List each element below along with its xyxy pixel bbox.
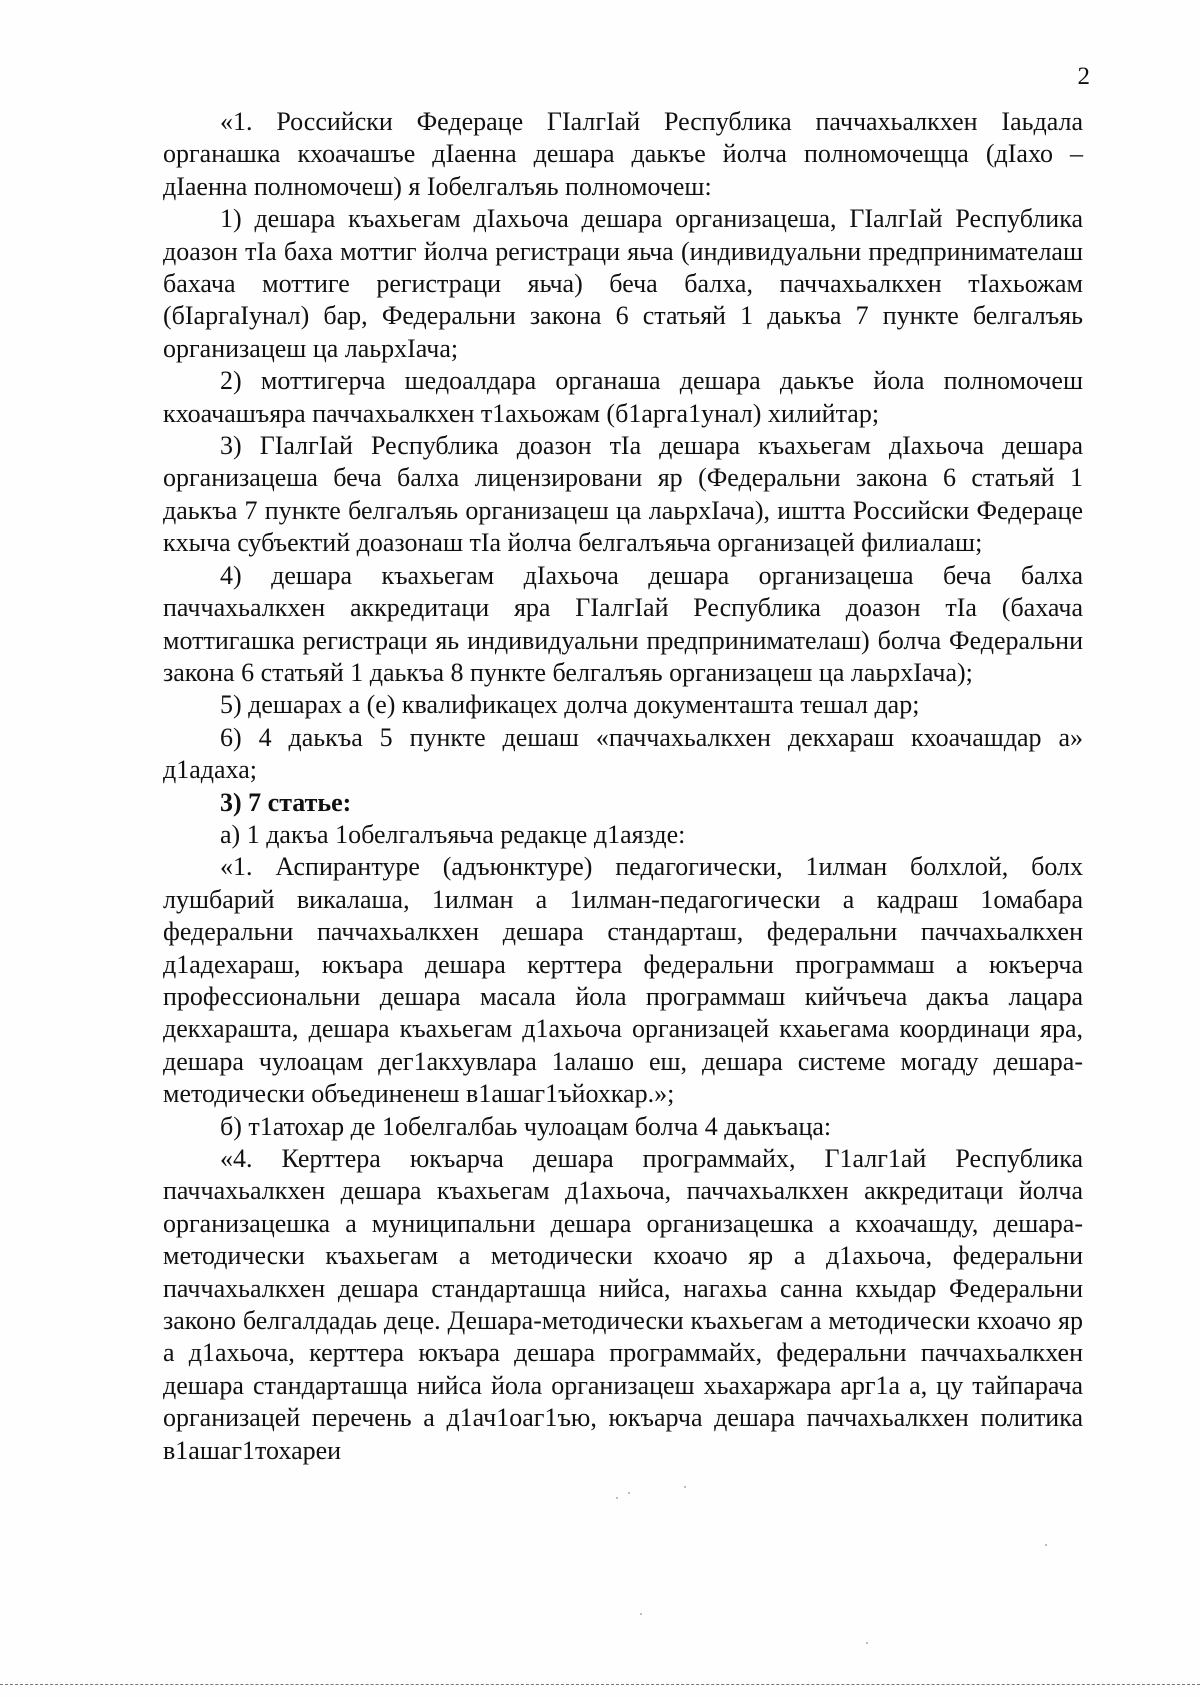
scan-speck bbox=[616, 1497, 618, 1499]
bottom-edge-line bbox=[0, 1684, 1200, 1685]
paragraph-item-5: 5) дешарах а (е) квалификацех долча документашта тешал дар; bbox=[220, 690, 920, 720]
paragraph-item-3: 3) ГIалгIай Республика доазон тIа дешара къахьегам дIахьоча дешара организацеша беча балха лицензировани яр (Федеральни закона 6 статьяй 1 даькъа 7 пункте белгалъяь организацеш ца лаьрхIача), ишттa Российски Федераце кхыча субъектий доазонаш тIа йолча белгалъяьча организацей филиалаш; bbox=[163, 431, 1083, 558]
section-heading-article-7: 3) 7 статье: bbox=[220, 787, 352, 817]
paragraph-item-2: 2) моттигерча шедоалдара органаша дешара даькъе йола полномочеш кхоачашъяра паччахьалкхен т1ахьожам (б1арга1унал) хилийтар; bbox=[163, 366, 1083, 428]
scan-speck bbox=[866, 1642, 868, 1644]
body-text bbox=[163, 106, 1083, 1467]
scan-speck bbox=[684, 1486, 686, 1488]
paragraph-intro: «1. Российски Федераце ГIалгIай Республика паччахьалкхен Iаьдала органашка кхоачашъе дIаенна дешара даькъе йолча полномочещца (дIахо – дIаенна полномочеш) я Iобелгалъяь полномочеш: bbox=[163, 107, 1083, 201]
paragraph-subitem-a: а) 1 дакъа 1обелгалъяьча редакце д1аязде: bbox=[220, 819, 686, 849]
paragraph-quote-1: «1. Аспирантуре (адъюнктуре) педагогически, 1илман болхлой, болх лушбарий викалаша, 1илман а 1илман-педагогически а кадраш 1омабара федеральни паччахьалкхен дешара стандарташ, федеральни паччахьалкхен д1адехараш, юкъара дешара керттера федеральни программаш а юкъерча профессиональни дешара масала йола программаш кийчъеча дакъа лацара декхараштa, дешара къахьегам д1ахьоча организацей кхаьегама координаци яра, дешара чулоацам дег1акхувлара 1алашо еш, дешара системе могаду дешара-методически объединенеш в1ашаг1ъйохкар.»; bbox=[163, 852, 1083, 1109]
paragraph-item-1: 1) дешара къахьегам дIахьоча дешара организацеша, ГIалгIай Республика доазон тIа баха моттиг йолча регистраци яьча (индивидуальни предпринимателаш бахача моттиге регистраци яьча) беча балха, паччахьалкхен тIахьожам (бIаргаIунал) бар, Федеральни закона 6 статьяй 1 даькъа 7 пункте белгалъяь организацеш ца лаьрхIача; bbox=[163, 204, 1083, 363]
paragraph-item-6: 6) 4 даькъа 5 пункте дешаш «паччахьалкхен декхараш кхоачашдар а» д1адаха; bbox=[163, 722, 1083, 785]
scan-speck bbox=[1045, 1544, 1047, 1546]
paragraph-quote-4: «4. Керттера юкъарча дешара программайх, Г1алг1ай Республика паччахьалкхен дешара къахьегам д1ахьоча, паччахьалкхен аккредитаци йолча организацешка а муниципальни дешара организацешка а кхоачашду, дешара-методически къахьегам а методически кхоачо яр а д1ахьоча, федеральни паччахьалкхен дешара стандарташца нийса, нагахьа санна кхыдар Федеральни законо белгалдадаь деце. Дешара-методически къахьегам а методически кхоачо яр а д1ахьоча, керттера юкъара дешара программайх, федеральни паччахьалкхен дешара стандарташца нийса йола организацеш хьахаржара арг1а а, цу тайпарача организацей перечень а д1ач1оаг1ъю, юкъарча дешара паччахьалкхен политика в1ашаг1тохареи bbox=[163, 1144, 1083, 1465]
paragraph-subitem-b: б) т1атохар де 1обелгалбаь чулоацам болча 4 даькъаца: bbox=[220, 1111, 832, 1141]
page-number: 2 bbox=[1077, 63, 1090, 90]
scan-speck bbox=[640, 1613, 642, 1615]
scan-speck bbox=[628, 1492, 630, 1494]
paragraph-item-4: 4) дешара къахьегам дIахьоча дешара организацеша беча балха паччахьалкхен аккредитаци яра ГIалгIай Республика доазон тIа (бахача моттигашка регистраци яь индивидуальни предпринимателаш) болча Федеральни закона 6 статьяй 1 даькъа 8 пункте белгалъяь организацеш ца лаьрхIача); bbox=[163, 560, 1083, 687]
